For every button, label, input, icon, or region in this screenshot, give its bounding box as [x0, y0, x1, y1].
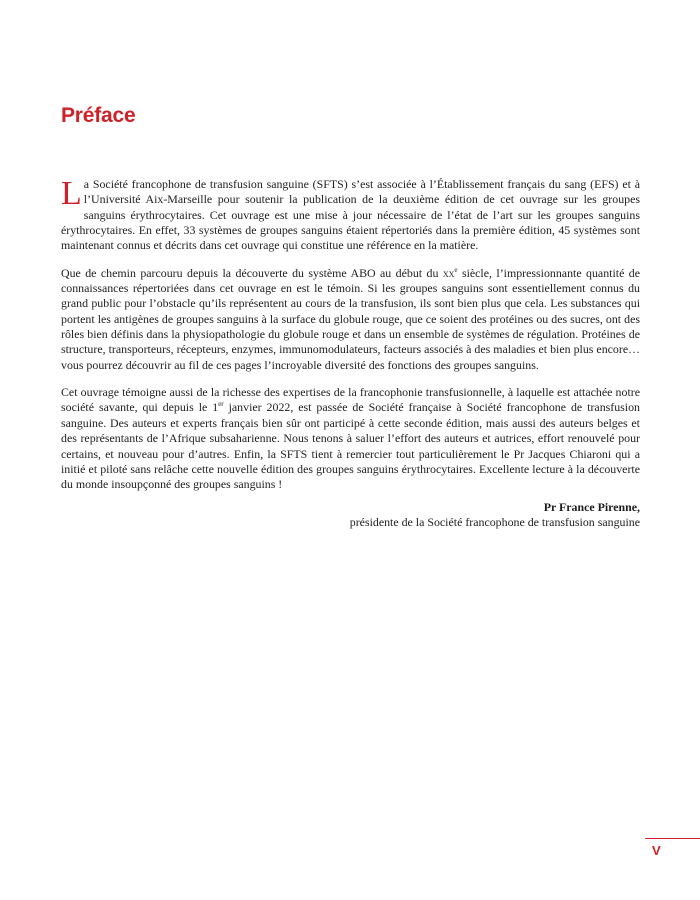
signature-block	[61, 500, 640, 531]
signature-role: présidente de la Société francophone de transfusion sanguine	[349, 515, 640, 530]
paragraph-3-text-b: janvier 2022, est passée de Société française à Société francophone de transfusion sanguine. Des auteurs et experts français bien sûr ont participé à cette seconde édition, mais aussi des auteurs belges et des représentants de l’Afrique subsaharienne. Nous tenons à saluer l’effort des auteurs et autrices, effort renouvelé pour certains, et nouveau pour d’autres. Enfin, la SFTS tient à remercier tout particulièrement le Pr Jacques Chiaroni qui a initié et piloté sans relâche cette nouvelle édition des groupes sanguins érythrocytaires. Excellente lecture à la découverte du monde insoupçonné des groupes sanguins !	[61, 400, 640, 492]
paragraph-1	[61, 177, 640, 254]
paragraph-2-text-a: Que de chemin parcouru depuis la découverte du système ABO au début du	[61, 265, 443, 280]
paragraph-2-text-b: siècle, l’impressionnante quantité de connaissances répertoriées dans cet ouvrage en est le témoin. Si les groupes sanguins sont essentiellement connus du grand public pour l’obstacle qu’ils représentent au cours de la transfusion, ils sont bien plus que cela. Les substances qui portent les antigènes de groupes sanguins à la surface du globule rouge, que ce soient des protéines ou des sucres, ont des rôles bien définis dans la physiopathologie du globule rouge et dans un ensemble de systèmes de régulation. Protéines de structure, transporteurs, récepteurs, enzymes, immunomodulateurs, facteurs associés à des maladies et bien plus encore… vous pourrez découvrir au fil de ces pages l’incroyable diversité des fonctions des groupes sanguins.	[61, 265, 640, 372]
drop-cap: L	[61, 175, 82, 212]
paragraph-3-text-a: Cet ouvrage témoigne aussi de la richesse des expertises de la francophonie transfusionnelle, à laquelle est attachée notre société savante, qui depuis le 1	[61, 385, 640, 415]
page-number-rule	[645, 838, 700, 839]
paragraph-1-text: a Société francophone de transfusion sanguine (SFTS) s’est associée à l’Établissement français du sang (EFS) et à l’Université Aix-Marseille pour soutenir la publication de la deuxième édition de cet ouvrage sur les groupes sanguins érythrocytaires. Cet ouvrage est une mise à jour nécessaire de l’état de l’art sur les groupes sanguins érythrocytaires. En effet, 33 systèmes de groupes sanguins étaient répertoriés dans la première édition, 45 systèmes sont maintenant connus et décrits dans cet ouvrage qui constitue une référence en la matière.	[61, 177, 640, 253]
ordinal-superscript: er	[218, 400, 224, 409]
preface-body	[61, 177, 640, 505]
paragraph-2	[61, 266, 640, 373]
signature-name: Pr France Pirenne,	[543, 500, 640, 514]
page-number: V	[652, 843, 661, 858]
paragraph-3	[61, 385, 640, 492]
century-superscript: e	[454, 265, 458, 274]
page-title: Préface	[61, 104, 136, 127]
century-numeral: xx	[442, 265, 455, 280]
